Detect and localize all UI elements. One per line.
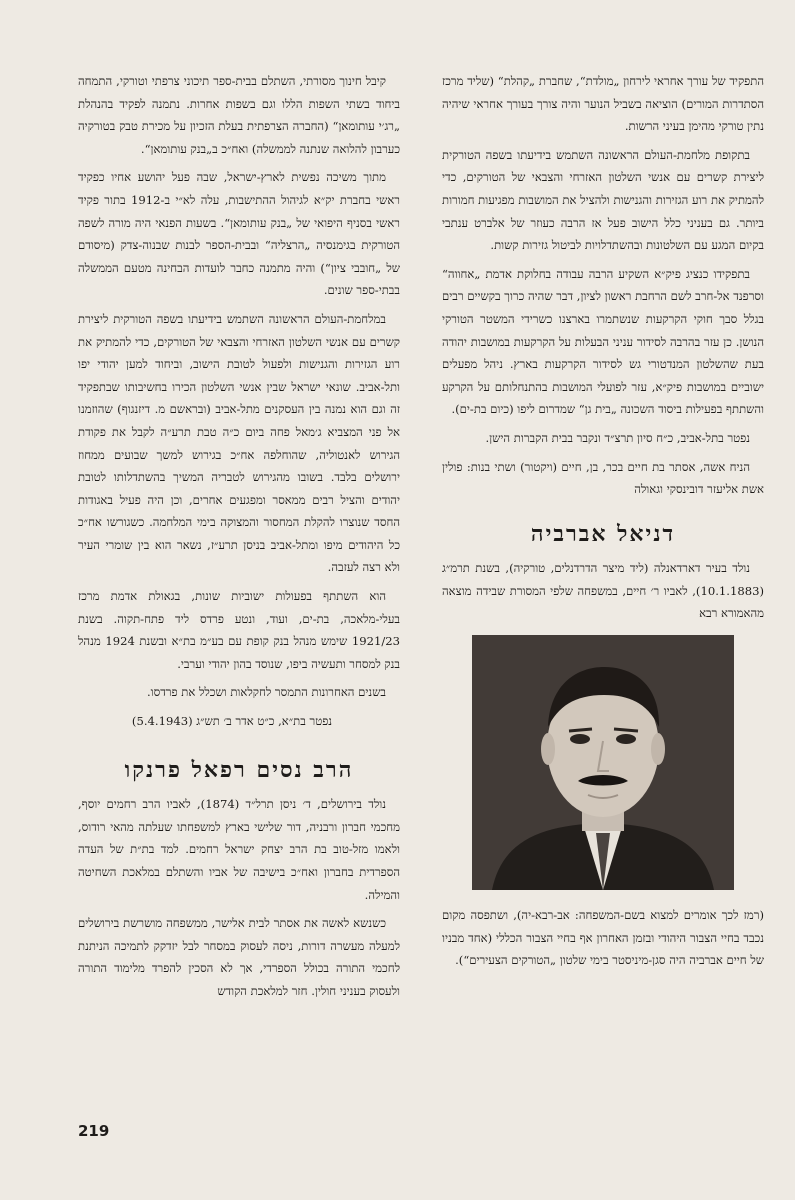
right-column [442,70,764,978]
right-continuation-paragraph: התפקיד של עורך אחראי לירחון „מולדת“, שחברת „קהלת“ (שליד מרכז הסתדרות המורים) הוציאה בשביל הנוער והיה צורך בעורך אחראי שיהיה נתין טורקי מהימן בעיני הרשות. [442,74,764,134]
left-column [78,70,400,1009]
left-paragraph: מתוך משיכה נפשית לארץ-ישראל, שבה פעל יהושע אחיו כפקיד ראשי בחברת יק״א לגיהול ההתישבות, עלה לא״י ב-1912 בתור פקיד ראשי בסניף היפואי של „בנק עותומאן“. בשעות הפנאי היה מורה לשפה הטורקית בגימנסיה „הרצליה“ ובבית-הספר לבנות שבנוה-צדק (מיסודם של „חובבי ציון“) והיה מתמנה כחבר לועדות הבחינה מטעם הממשלה בבתי-ספר שונים. [78,170,400,298]
section-heading-daniel-avarbia: דניאל אברביה [530,520,676,547]
portrait-photo-drawing [472,635,734,890]
left-section-paragraph: נולד בירושלים, ד׳ ניסן תרל״ד (1874), לאביו הרב רחמים יוסף, מחכמי חברון ורבניה, דור שלישי בארץ למשפחתו שעלתה מהאי רודוס, ולאמו מזל-טוב בת הרב יצחק ישראל רחמים. למד בת״ת של העדה הספרדית בחברון ואח״כ בישיבה של אביו והשתלם במלאכת השחיטה והמילה. [78,797,400,902]
left-paragraph: במלחמת-העולם הראשונה השתמש בידיעתו בשפה הטורקית ליצירת קשרים עם אנשי השלטון האזרחי והצבאי של הטורקים, כדי להמתיק את רוע הגזירות והגנישות ולפעול לטובת הישוב, וביחוד למען יהודי יפו ותל-אביב. שונאי ישראל שבין אנשי השלטון הכירו בחשיבותו שבתפקיד זה וגם הוא נמנה בין העסקנים מתל-אביב (ובראשם מ. דיזנגוף) שהוזמנו אל פני המצביא ג׳מאל פחה ביום כ״ה טבת תרע״ה לקבל את פקודת הגירוש לאנטוליה, שהוחלפה אח״כ בגירוש למשך שבועים ממחוז ירושלים בלבד. בשובו מהגירוש לטבריה המשיך בהשתדלותו לטובת יהודים והציל רבים ממאסר ומפגעים אחרים, וכן היה פעיל באגודות החסד שנוצרו להקלת המחסור והמצוקה בימי המלחמה. כשגורשו אח״כ כל היהודים מיפו ומתל-אביב בניסן תרע״ז, נשאר הוא בין שומרי העיר ולא רצה לעזבה. [78,311,400,575]
death-date-line: נפטר בת״א, כ״ט אדר ב׳ תש״ג (5.4.1943) [131,714,333,729]
right-paragraph: בתפקידו כנציג פיק״א השקיע הרבה עבודה בחלוקת אדמת „אחווה“ וסרפנד אל-חרב לשם הרחבת ראשון לציון, דבר שהיה כרוך בקשיים רבים בגלל סבך חוקי הקרקעות שנשתמרו בארצנו כשרידי המשטר הטורקי הנושן. כן עזר בהרבה לסידור עניני הבעלות על הקרקעות במושבות יהודה בעת שהשלטון המנדטורי גש לסידור הקרקעות בארץ. ניהל מפעלים ישוביים במושבות פיק״א, עזר לפועלי המושבות בהתנחלותם על הקרקע והשתתף בפעילות ביסוד השכונה „בית גן“ שמדרום ליפו (כיום בת-ים). [442,266,764,417]
section-heading-nissim-franco: הרב נסים רפאל פרנקו [124,756,354,783]
left-paragraph: קיבל חינוך מסורתי, השתלם בבית-ספר תיכוני צרפתי וטורקי, התמחה ביחוד בשתי השפות הללו וגם בשפות אחרות. נתמנה לפקיד בהנהלת „רג׳י עותומאן“ (החברה הצרפתית בעלת הזכיון על מכירת טבק בטורקיה כערבון להלואה שנתנה לממשלה) ואח״כ ב„בנק עותומאן“. [78,74,400,156]
right-intro-paragraph: נולד בעיר דארדאנלה (ליד מיצר הדרדנלים, טורקיה), בשנת תרמ״ג (10.1.1883), לאביו ר׳ חיים, במשפחה שלפי המסורת שבידה מוצאה מהאמורא רבא [442,561,764,621]
right-paragraph: בתקופת מלחמת-העולם הראשונה השתמש בידיעתו בשפה הטורקית ליצירת קשרים עם אנשי השלטון האזרחי והצבאי של הטורקים, כדי להמתיק את רוע הגזירות והגנישות ולהציל את המושבות מפגיעות חמורות ביותר. גם בעניני כלל הישוב פעל אז הרבה כעוזר של אלברט ענתבי בקיום המגע עם השלטונות ובהשתדלויות לביטול גזירות קשות. [442,147,764,253]
left-paragraph: בשנים האחרונות התמסר לחקלאות ושכלל את פרדסו. [146,685,386,700]
right-closing-paragraph: (רמז לכך אומרים למצוא בשם-המשפחה: אב-רבא-יה), ושתפסה מקום נכבד בחיי הצבור היהודי ובזמן האחרון אף בחיי הצבור הכללי (אחד מבניו של חיים אברביה היה סגן-מיניסטר בימי שלטון „הטורקים הצעירים“). [442,908,764,968]
right-paragraph: הניח אשה, אסתר בת חיים בכר, בן, חיים (ויקטור) ושתי בנות: פולין אשת אליעזר דובינסקי וגאולה [442,459,764,497]
portrait-photo [472,635,734,890]
left-section-paragraph: כשנשא לאשה את אסתר לבית אלישר, ממשפחה מושרשת בירושלים למעלה מעשרה דורות, ניסה לעסוק במסחר לבל יזדקק לתמיכה הניתנת לחכמי התורה בכולל הספרדי, אך לא הסכין להפרד מלימוד התורה ולעסוק בעניני חולין. חזר למלאכת הקודש [78,916,400,998]
right-paragraph: נפטר בתל-אביב, כ״ח סיון תרצ״ד ונקבר בבית הקברות הישן. [485,430,750,445]
left-paragraph: הוא השתתף בפעולות ישוביות שונות, בגאולת אדמת מרכז בעלי-מלאכה, בת-ים, ועוד, ונטע פרדס ליד פתח-תקוה. בשנת 1921/23 שימש מנהל בנק קופת עם בע״מ בת״א ובשנת 1924 מנהל בנק למסחר ותעשיה ביפו, שנוסד בהון יהודי וערבי. [78,589,400,671]
page-number: 219 [78,1122,110,1140]
